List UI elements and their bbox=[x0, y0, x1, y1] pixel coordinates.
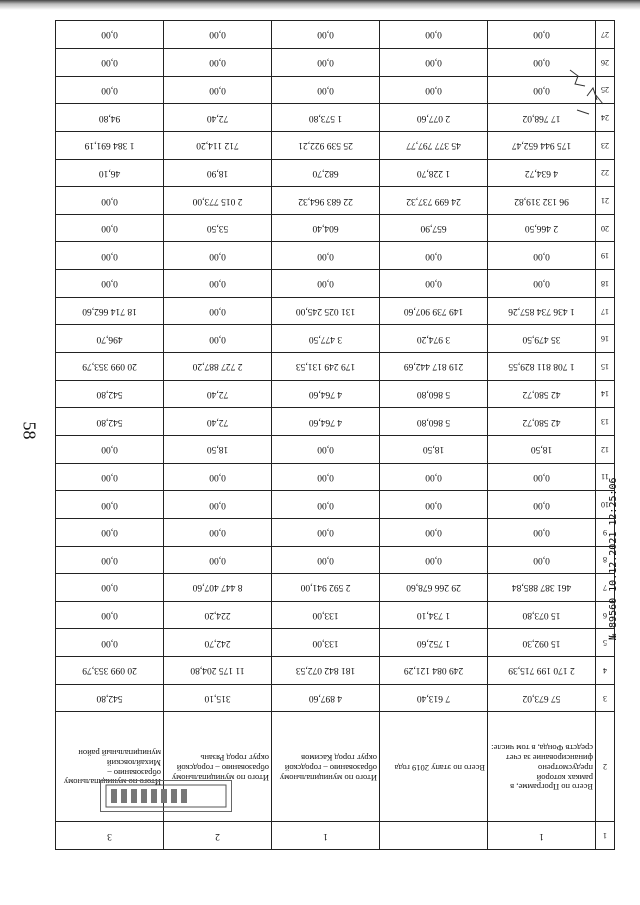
table-cell: 0,00 bbox=[272, 518, 380, 546]
table-cell: 133,00 bbox=[272, 629, 380, 657]
table-row bbox=[56, 657, 615, 685]
document-table-wrapper bbox=[55, 20, 615, 850]
table-cell: 0,00 bbox=[56, 270, 164, 298]
table-row bbox=[56, 601, 615, 629]
table-cell: 0,00 bbox=[272, 463, 380, 491]
row-number: 1 bbox=[488, 822, 596, 850]
table-row bbox=[56, 546, 615, 574]
table-cell: 0,00 bbox=[164, 297, 272, 325]
table-cell: 18,50 bbox=[380, 435, 488, 463]
table-cell: 2 727 887,20 bbox=[164, 353, 272, 381]
table-cell: 29 266 678,60 bbox=[380, 574, 488, 602]
table-cell: 0,00 bbox=[380, 76, 488, 104]
table-row bbox=[56, 463, 615, 491]
table-cell: 0,00 bbox=[164, 21, 272, 49]
table-cell: 11 175 204,80 bbox=[164, 657, 272, 685]
table-cell: 542,80 bbox=[56, 380, 164, 408]
table-cell: 1 384 691,19 bbox=[56, 131, 164, 159]
table-cell: 0,00 bbox=[164, 518, 272, 546]
table-cell: 20 099 353,79 bbox=[56, 657, 164, 685]
table-row bbox=[56, 187, 615, 215]
table-cell: 0,00 bbox=[488, 463, 596, 491]
table-row bbox=[56, 76, 615, 104]
table-cell: 20 099 353,79 bbox=[56, 353, 164, 381]
column-number: 6 bbox=[596, 601, 615, 629]
table-cell: 0,00 bbox=[272, 270, 380, 298]
table-cell: 131 025 245,00 bbox=[272, 297, 380, 325]
rotated-table-container bbox=[55, 20, 615, 850]
column-number: 11 bbox=[596, 463, 615, 491]
table-cell: 542,80 bbox=[56, 408, 164, 436]
table-cell: 149 739 907,60 bbox=[380, 297, 488, 325]
column-number: 15 bbox=[596, 353, 615, 381]
table-cell: 0,00 bbox=[272, 48, 380, 76]
table-cell: 604,40 bbox=[272, 214, 380, 242]
table-row bbox=[56, 684, 615, 712]
table-cell: 0,00 bbox=[56, 463, 164, 491]
column-number: 18 bbox=[596, 270, 615, 298]
table-cell: 0,00 bbox=[164, 48, 272, 76]
column-number: 1 bbox=[596, 822, 615, 850]
seal-emblem-icon bbox=[101, 781, 231, 811]
table-cell: 18 714 662,60 bbox=[56, 297, 164, 325]
table-cell: 5 860,80 bbox=[380, 408, 488, 436]
table-cell: 0,00 bbox=[488, 48, 596, 76]
table-row bbox=[56, 48, 615, 76]
column-number: 27 bbox=[596, 21, 615, 49]
table-row bbox=[56, 159, 615, 187]
table-cell: 18,90 bbox=[164, 159, 272, 187]
table-cell: 249 084 121,29 bbox=[380, 657, 488, 685]
table-cell: 1 436 734 857,26 bbox=[488, 297, 596, 325]
column-number: 25 bbox=[596, 76, 615, 104]
row-label: Итого по муниципальному образованию – городской округ город Касимов bbox=[272, 712, 380, 822]
table-cell: 0,00 bbox=[56, 574, 164, 602]
table-cell: 0,00 bbox=[272, 242, 380, 270]
table-cell: 0,00 bbox=[488, 21, 596, 49]
table-cell: 712 114,20 bbox=[164, 131, 272, 159]
table-cell: 72,40 bbox=[164, 380, 272, 408]
table-cell: 0,00 bbox=[56, 491, 164, 519]
column-number: 14 bbox=[596, 380, 615, 408]
table-cell: 461 387 885,84 bbox=[488, 574, 596, 602]
column-number: 4 bbox=[596, 657, 615, 685]
row-number: 2 bbox=[164, 822, 272, 850]
table-cell: 2 015 773,00 bbox=[164, 187, 272, 215]
table-cell: 0,00 bbox=[380, 48, 488, 76]
column-number: 12 bbox=[596, 435, 615, 463]
table-cell: 4 634,72 bbox=[488, 159, 596, 187]
table-cell: 8 447 407,60 bbox=[164, 574, 272, 602]
table-cell: 181 842 072,53 bbox=[272, 657, 380, 685]
table-cell: 224,20 bbox=[164, 601, 272, 629]
table-cell: 18,50 bbox=[488, 435, 596, 463]
column-number: 8 bbox=[596, 546, 615, 574]
table-row bbox=[56, 21, 615, 49]
table-cell: 1 573,80 bbox=[272, 104, 380, 132]
registration-stamp: № 89560 10.12.2021 12:25:06 bbox=[608, 477, 619, 640]
table-row bbox=[56, 408, 615, 436]
document-seal bbox=[100, 780, 232, 812]
handwritten-mark-icon bbox=[565, 60, 610, 130]
row-label: Всего по Программе, в рамках которой предусмотрено финансирование за счет средств Фонда, в том числе: bbox=[488, 712, 596, 822]
table-cell: 1 708 811 829,55 bbox=[488, 353, 596, 381]
table-cell: 53,50 bbox=[164, 214, 272, 242]
table-cell: 0,00 bbox=[56, 601, 164, 629]
row-number bbox=[380, 822, 488, 850]
column-number: 17 bbox=[596, 297, 615, 325]
table-row bbox=[56, 491, 615, 519]
table-cell: 0,00 bbox=[56, 76, 164, 104]
row-number: 1 bbox=[272, 822, 380, 850]
table-cell: 46,10 bbox=[56, 159, 164, 187]
table-cell: 0,00 bbox=[272, 21, 380, 49]
column-number: 23 bbox=[596, 131, 615, 159]
table-cell: 4 764,60 bbox=[272, 408, 380, 436]
table-row bbox=[56, 435, 615, 463]
table-cell: 94,80 bbox=[56, 104, 164, 132]
table-cell: 0,00 bbox=[380, 546, 488, 574]
table-cell: 219 817 442,69 bbox=[380, 353, 488, 381]
table-cell: 0,00 bbox=[56, 187, 164, 215]
table-cell: 657,90 bbox=[380, 214, 488, 242]
table-cell: 0,00 bbox=[164, 463, 272, 491]
table-cell: 0,00 bbox=[272, 76, 380, 104]
column-number: 10 bbox=[596, 491, 615, 519]
table-cell: 133,00 bbox=[272, 601, 380, 629]
table-cell: 1 228,70 bbox=[380, 159, 488, 187]
table-cell: 15 073,80 bbox=[488, 601, 596, 629]
table-cell: 24 699 737,32 bbox=[380, 187, 488, 215]
row-label: Итого по муниципальному образованию – Михайловский муниципальный район bbox=[56, 712, 164, 822]
table-cell: 0,00 bbox=[380, 518, 488, 546]
table-cell: 18,50 bbox=[164, 435, 272, 463]
column-number: 7 bbox=[596, 574, 615, 602]
table-cell: 45 377 797,77 bbox=[380, 131, 488, 159]
data-table bbox=[55, 20, 615, 850]
table-cell: 3 974,20 bbox=[380, 325, 488, 353]
table-cell: 0,00 bbox=[380, 491, 488, 519]
column-number: 9 bbox=[596, 518, 615, 546]
table-row bbox=[56, 242, 615, 270]
table-cell: 496,70 bbox=[56, 325, 164, 353]
table-cell: 0,00 bbox=[164, 491, 272, 519]
table-cell: 72,40 bbox=[164, 408, 272, 436]
table-cell: 0,00 bbox=[164, 270, 272, 298]
table-cell: 0,00 bbox=[488, 76, 596, 104]
table-cell: 35 479,50 bbox=[488, 325, 596, 353]
table-cell: 0,00 bbox=[164, 76, 272, 104]
table-cell: 7 613,40 bbox=[380, 684, 488, 712]
table-cell: 0,00 bbox=[488, 518, 596, 546]
table-cell: 15 092,30 bbox=[488, 629, 596, 657]
table-cell: 17 768,02 bbox=[488, 104, 596, 132]
row-label: Всего по этапу 2019 года bbox=[380, 712, 488, 822]
row-number: 3 bbox=[56, 822, 164, 850]
table-row bbox=[56, 131, 615, 159]
table-cell: 315,10 bbox=[164, 684, 272, 712]
table-cell: 1 752,60 bbox=[380, 629, 488, 657]
column-number: 24 bbox=[596, 104, 615, 132]
column-number: 21 bbox=[596, 187, 615, 215]
column-number: 19 bbox=[596, 242, 615, 270]
table-cell: 0,00 bbox=[56, 242, 164, 270]
table-cell: 0,00 bbox=[380, 21, 488, 49]
table-cell: 4 764,60 bbox=[272, 380, 380, 408]
table-row bbox=[56, 353, 615, 381]
column-number: 16 bbox=[596, 325, 615, 353]
table-cell: 0,00 bbox=[272, 435, 380, 463]
table-cell: 42 580,72 bbox=[488, 408, 596, 436]
table-row bbox=[56, 574, 615, 602]
table-cell: 0,00 bbox=[56, 546, 164, 574]
table-cell: 0,00 bbox=[488, 242, 596, 270]
table-cell: 57 673,02 bbox=[488, 684, 596, 712]
table-cell: 0,00 bbox=[272, 491, 380, 519]
table-cell: 0,00 bbox=[56, 629, 164, 657]
table-cell: 42 580,72 bbox=[488, 380, 596, 408]
table-cell: 0,00 bbox=[164, 325, 272, 353]
table-row bbox=[56, 629, 615, 657]
table-cell: 1 734,10 bbox=[380, 601, 488, 629]
table-cell: 72,40 bbox=[164, 104, 272, 132]
table-cell: 0,00 bbox=[488, 546, 596, 574]
table-row bbox=[56, 325, 615, 353]
scan-top-edge bbox=[0, 0, 640, 10]
table-cell: 0,00 bbox=[488, 270, 596, 298]
table-cell: 2 592 941,00 bbox=[272, 574, 380, 602]
table-row bbox=[56, 518, 615, 546]
column-number: 22 bbox=[596, 159, 615, 187]
table-row bbox=[56, 822, 615, 850]
table-cell: 2 077,60 bbox=[380, 104, 488, 132]
table-cell: 682,70 bbox=[272, 159, 380, 187]
table-cell: 0,00 bbox=[56, 21, 164, 49]
table-cell: 179 249 131,53 bbox=[272, 353, 380, 381]
column-number: 20 bbox=[596, 214, 615, 242]
table-cell: 2 170 199 715,39 bbox=[488, 657, 596, 685]
column-number: 3 bbox=[596, 684, 615, 712]
table-row bbox=[56, 270, 615, 298]
table-row bbox=[56, 297, 615, 325]
table-cell: 242,70 bbox=[164, 629, 272, 657]
table-cell: 4 897,60 bbox=[272, 684, 380, 712]
table-row bbox=[56, 104, 615, 132]
table-cell: 542,80 bbox=[56, 684, 164, 712]
table-cell: 3 477,50 bbox=[272, 325, 380, 353]
table-cell: 175 944 652,47 bbox=[488, 131, 596, 159]
table-cell: 22 683 964,32 bbox=[272, 187, 380, 215]
row-label: Итого по муниципальному образованию – городской округ город Рязань bbox=[164, 712, 272, 822]
table-cell: 0,00 bbox=[488, 491, 596, 519]
table-cell: 25 539 922,21 bbox=[272, 131, 380, 159]
table-cell: 0,00 bbox=[164, 242, 272, 270]
table-row bbox=[56, 214, 615, 242]
table-cell: 5 860,80 bbox=[380, 380, 488, 408]
table-cell: 96 132 319,82 bbox=[488, 187, 596, 215]
table-cell: 0,00 bbox=[380, 270, 488, 298]
table-cell: 0,00 bbox=[380, 463, 488, 491]
column-number: 5 bbox=[596, 629, 615, 657]
table-cell: 0,00 bbox=[56, 518, 164, 546]
table-cell: 0,00 bbox=[272, 546, 380, 574]
table-row bbox=[56, 380, 615, 408]
table-cell: 0,00 bbox=[56, 48, 164, 76]
page-number: 58 bbox=[19, 421, 40, 440]
table-cell: 0,00 bbox=[56, 214, 164, 242]
column-number: 2 bbox=[596, 712, 615, 822]
column-number: 13 bbox=[596, 408, 615, 436]
table-cell: 2 466,50 bbox=[488, 214, 596, 242]
table-cell: 0,00 bbox=[56, 435, 164, 463]
table-cell: 0,00 bbox=[380, 242, 488, 270]
table-cell: 0,00 bbox=[164, 546, 272, 574]
column-number: 26 bbox=[596, 48, 615, 76]
